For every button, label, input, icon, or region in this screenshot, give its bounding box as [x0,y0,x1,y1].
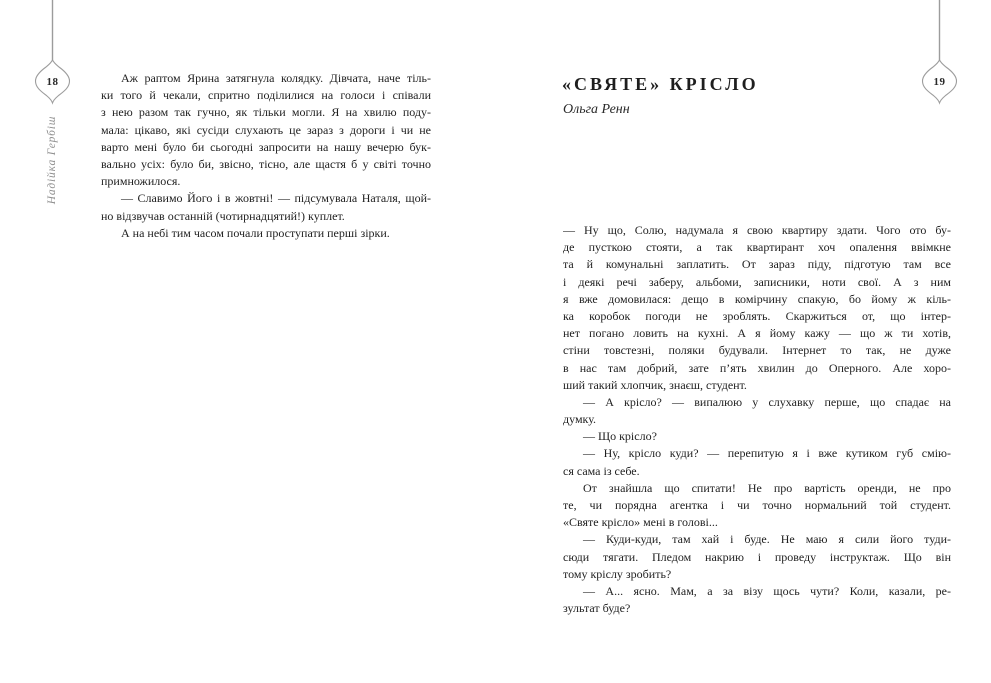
text-line: в нас там добрий, зате п’ять хвилин до Оперного. Але хоро- [563,360,951,375]
text-line: зультат буде? [563,601,631,616]
story-title: «СВЯТЕ» КРІСЛО [562,74,759,94]
text-line: — Ну, крісло куди? — перепитую я і вже кутиком губ смію- [583,446,951,461]
paragraph [563,394,951,428]
page-number-ornament-right [919,0,960,110]
text-line: ся сама із себе. [563,463,640,478]
text-line: — А крісло? — випалюю у слухавку перше, що спадає на [583,394,951,409]
text-line: А на небі тим часом почали проступати перші зірки. [121,225,390,240]
text-line: ка коробок погоди не зроблять. Скаржиться от, що інтер- [563,308,951,323]
running-header-author: Надійка Гербіш [46,115,58,205]
text-line: — А... ясно. Мам, а за візу щось чути? Коли, казали, ре- [583,583,951,598]
paragraph [101,190,431,224]
text-line: вально усіх: було би, звісно, тісно, але щастя б у світі точно [101,156,431,171]
page-number-ornament-left [32,0,73,110]
text-line: ки того й чекали, спритно поділилися на голоси і співали [101,88,431,103]
left-page-text [101,70,431,242]
text-line: тому кріслу зробить? [563,566,672,581]
paragraph [563,445,951,479]
text-line: я вже домовилася: дещо в комірчину спакую, бо йому ж кіль- [563,291,951,306]
paragraph [563,428,951,445]
text-line: примножилося. [101,174,181,189]
text-line: ший такий хлопчик, знаєш, студент. [563,377,747,392]
page-number: 19 [933,76,946,88]
text-line: сюди тягати. Пледом накрию і проведу інструктаж. Що він [563,549,951,564]
text-line: но відзвучав останній (чотирнадцятий!) куплет. [101,208,345,223]
paragraph [563,531,951,583]
page-number: 18 [46,76,59,88]
text-line: Аж раптом Ярина затягнула колядку. Дівчата, наче тіль- [121,71,431,85]
text-line: думку. [563,412,596,427]
paragraph [563,480,951,532]
text-line: з нею разом так гучно, як тільки могли. Я на хвилю поду- [101,105,431,120]
text-line: — Славимо Його і в жовтні! — підсумувала Наталя, щой- [121,191,431,206]
text-line: і деякі речі заберу, альбоми, записники, ноти свої. А з ним [563,274,951,289]
text-line: варто мені було би сьогодні запросити на нашу вечерю бук- [101,139,431,154]
text-line: мала: цікаво, які сусіди слухають це зараз з дороги і чи не [101,122,431,137]
text-line: те, чи порядна агентка і чи точно нормальний той студент. [563,498,951,512]
text-line: «Святе крісло» мені в голові... [563,515,718,530]
text-line: нет погано ловить на кухні. А я йому кажу — що ж ти хотів, [563,326,951,341]
text-line: — Куди-куди, там хай і буде. Не маю я сили його туди- [583,532,951,547]
paragraph [563,583,951,617]
text-line: де пусткою стояти, а так квартирант хоч опалення ввімкне [563,240,951,255]
text-line: От знайшла що спитати! Не про вартість оренди, не про [583,480,951,495]
paragraph [101,225,431,242]
text-line: — Ну що, Солю, надумала я свою квартиру здати. Чого ото бу- [563,223,951,237]
story-author: Ольга Ренн [563,102,630,117]
right-page-text [563,222,951,617]
text-line: — Що крісло? [583,429,657,444]
text-line: та й комунальні заплатить. От зараз піду, підготую там все [563,257,951,272]
text-line: стіни товстезні, поляки будували. Інтернет то так, не дуже [563,343,951,358]
paragraph [101,70,431,190]
paragraph [563,222,951,394]
